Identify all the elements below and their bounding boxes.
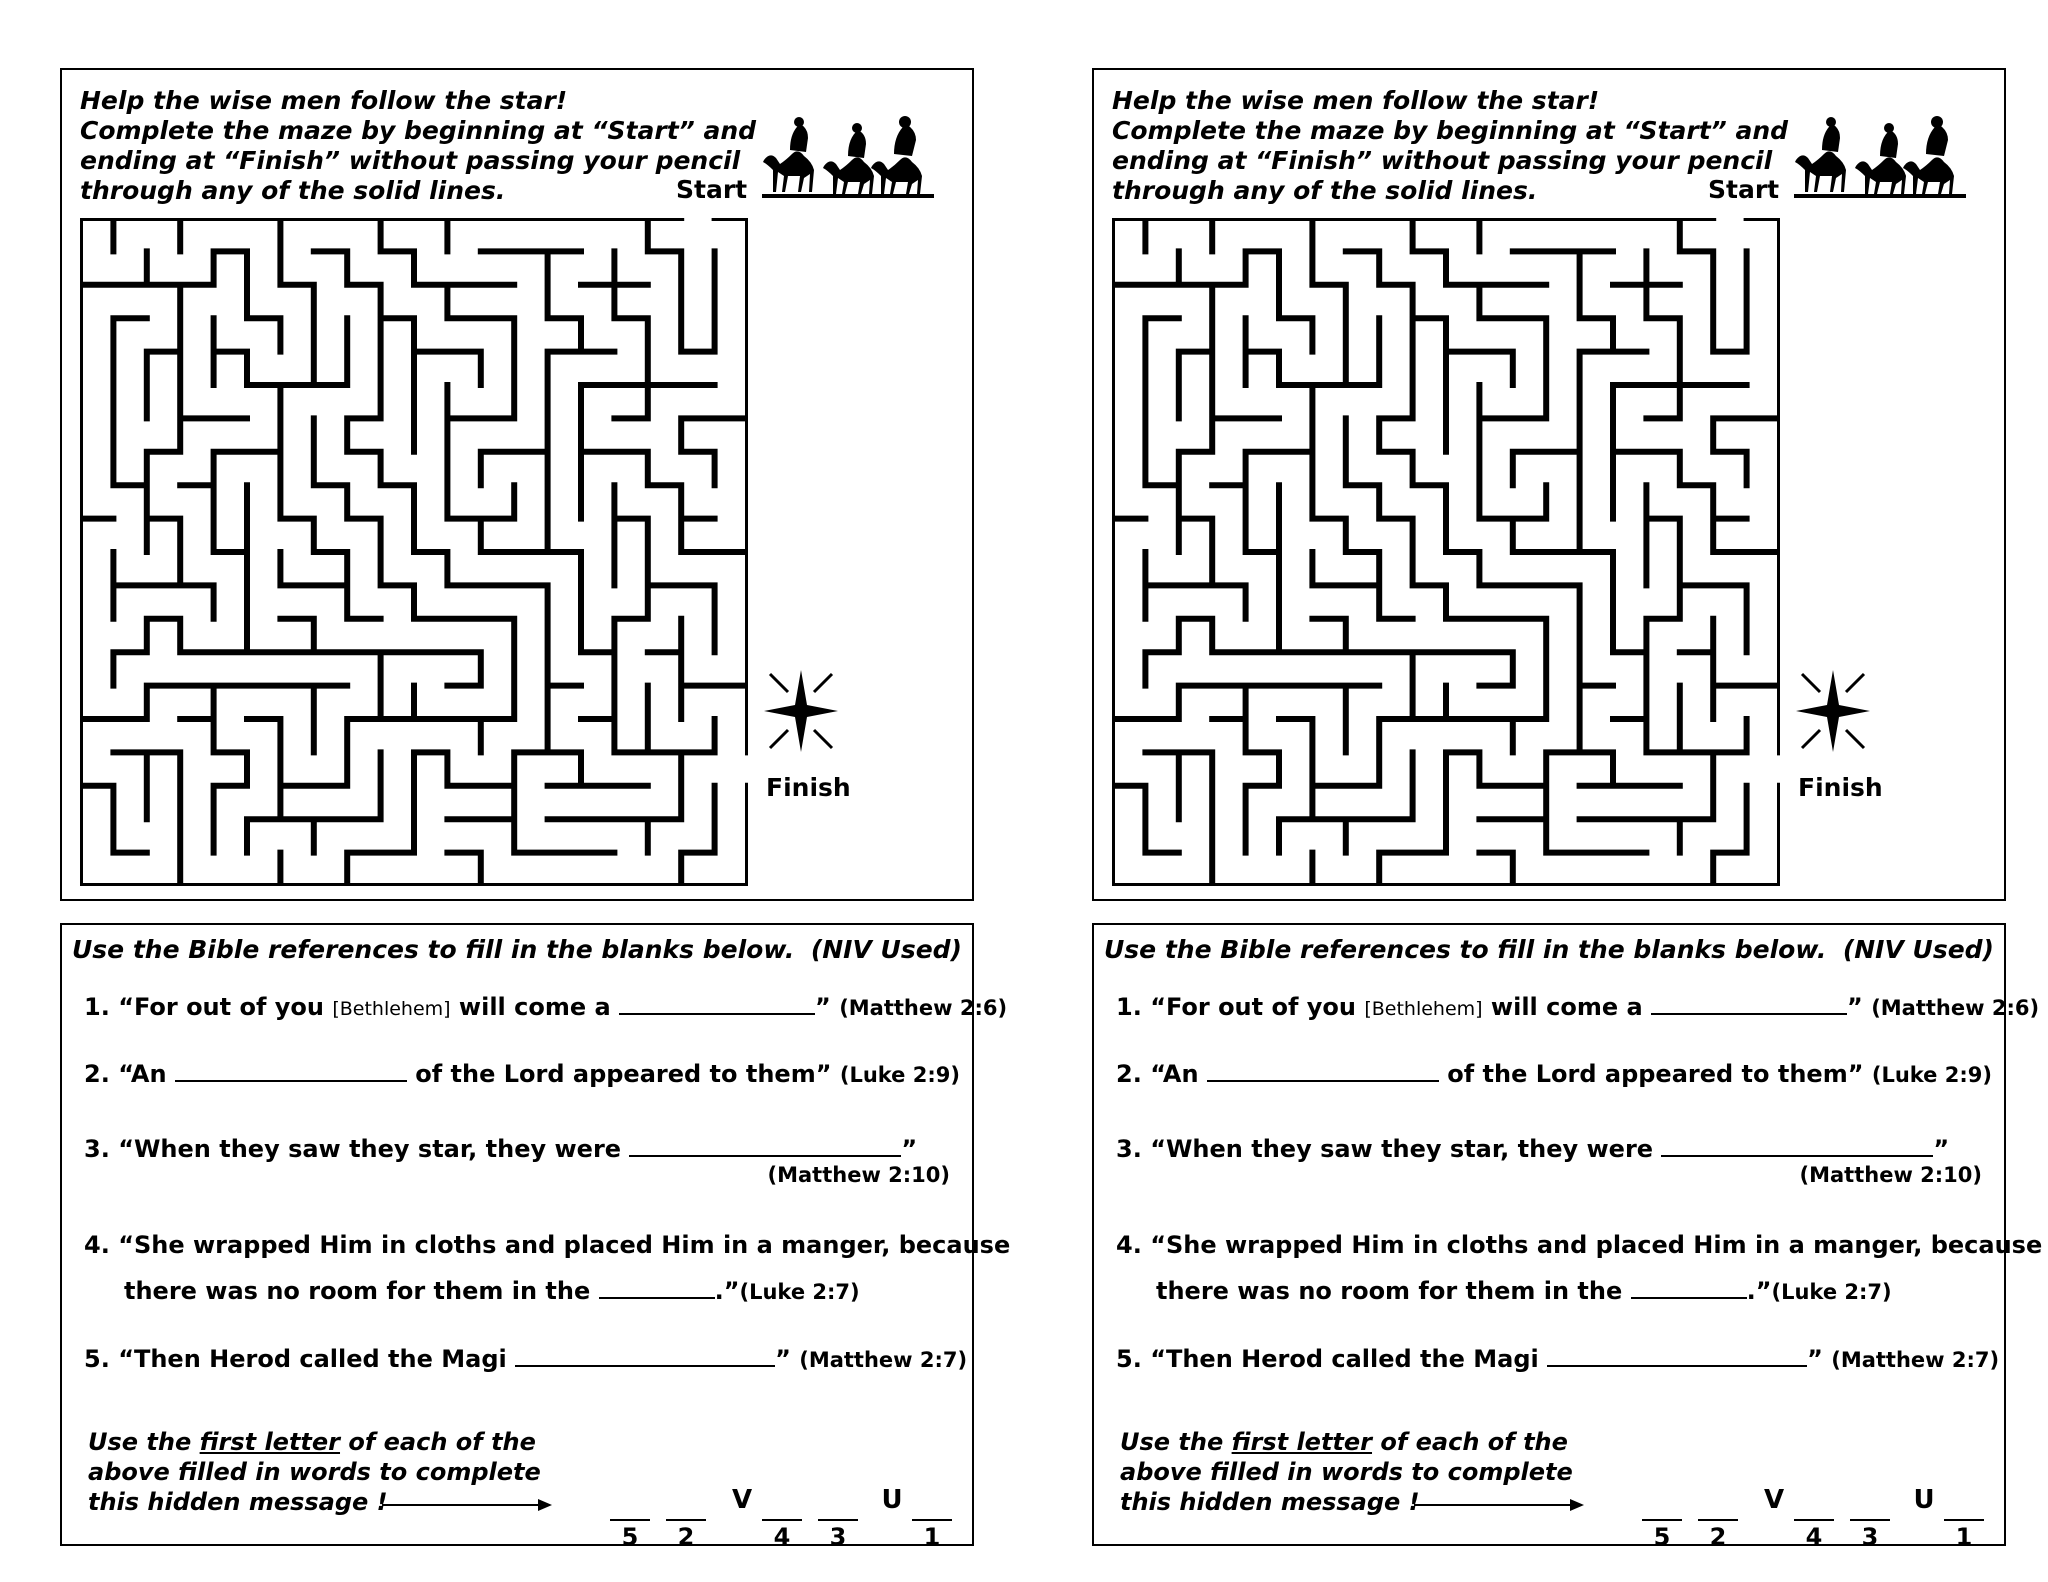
- close-quote: ”: [1933, 1135, 1950, 1163]
- question-3: [1116, 1135, 1949, 1163]
- message-number: 2: [1709, 1523, 1727, 1551]
- message-number: 1: [923, 1523, 941, 1551]
- blank-line: [610, 1519, 650, 1521]
- question-text: “Then Herod called the Magi: [1150, 1345, 1548, 1373]
- question-text: there was no room for them in the: [124, 1277, 599, 1305]
- instruction-line: Help the wise men follow the star!: [80, 86, 568, 115]
- instruction-line: Complete the maze by beginning at “Start” and: [1112, 116, 1789, 145]
- close-quote: ”: [815, 993, 831, 1021]
- question-number: 2.: [1116, 1060, 1142, 1088]
- instruction-line: Complete the maze by beginning at “Start” and: [80, 116, 757, 145]
- message-number: 3: [829, 1523, 847, 1551]
- version-note: (NIV Used): [1842, 935, 1994, 964]
- hint-text: Use the: [88, 1428, 200, 1456]
- message-char: V: [731, 1485, 753, 1515]
- bible-reference: (Matthew 2:7): [1831, 1348, 2000, 1372]
- bible-reference: (Matthew 2:6): [839, 996, 1008, 1020]
- answer-blank[interactable]: [599, 1277, 715, 1299]
- blank-line: [666, 1519, 706, 1521]
- question-text: there was no room for them in the: [1156, 1277, 1631, 1305]
- question-4: [1116, 1231, 2042, 1259]
- question-number: 2.: [84, 1060, 110, 1088]
- question-text: “When they saw they star, they were: [1150, 1135, 1662, 1163]
- question-5: [84, 1345, 967, 1373]
- question-text: “An: [1150, 1060, 1207, 1088]
- close-quote: ”: [1847, 993, 1863, 1021]
- maze-panel-right: [1092, 68, 2006, 901]
- question-text: of the Lord appeared to them”: [406, 1060, 832, 1088]
- maze-instructions: [1112, 86, 1788, 206]
- bible-reference: (Luke 2:7): [739, 1280, 860, 1304]
- wise-men-camels-icon: [762, 110, 934, 200]
- question-text: “For out of you: [118, 993, 333, 1021]
- hint-underlined: first letter: [1231, 1428, 1373, 1456]
- hint-underlined: first letter: [199, 1428, 341, 1456]
- bible-reference: (Matthew 2:7): [799, 1348, 968, 1372]
- maze-grid[interactable]: [80, 218, 748, 886]
- wise-men-camels-icon: [1794, 110, 1966, 200]
- bible-reference: (Matthew 2:10): [767, 1163, 950, 1187]
- close-quote: ”: [775, 1345, 791, 1373]
- question-number: 3.: [84, 1135, 110, 1163]
- question-5: [1116, 1345, 1999, 1373]
- message-number: 4: [1805, 1523, 1823, 1551]
- message-number: 2: [677, 1523, 695, 1551]
- star-icon: [762, 668, 840, 754]
- question-number: 5.: [1116, 1345, 1142, 1373]
- answer-blank[interactable]: [1631, 1277, 1747, 1299]
- question-1: [84, 993, 1007, 1021]
- heading-text: Use the Bible references to fill in the blanks below.: [1104, 935, 1827, 964]
- maze-walls: [80, 218, 748, 886]
- hint-text: above filled in words to complete: [88, 1458, 541, 1486]
- question-text: will come a: [450, 993, 620, 1021]
- question-number: 3.: [1116, 1135, 1142, 1163]
- question-text: “When they saw they star, they were: [118, 1135, 630, 1163]
- blank-line: [818, 1519, 858, 1521]
- question-4-line-2: [1156, 1277, 1892, 1305]
- question-1: [1116, 993, 2039, 1021]
- instruction-line: through any of the solid lines.: [1112, 176, 1538, 205]
- arrow-right-icon: [382, 1498, 552, 1512]
- answer-blank[interactable]: [1207, 1060, 1439, 1082]
- questions-heading: [72, 935, 962, 964]
- start-label: Start: [1708, 175, 1780, 204]
- answer-blank[interactable]: [619, 993, 815, 1015]
- heading-text: Use the Bible references to fill in the blanks below.: [72, 935, 795, 964]
- question-text: “Then Herod called the Magi: [118, 1345, 516, 1373]
- answer-blank[interactable]: [1651, 993, 1847, 1015]
- close-quote: .”: [1746, 1277, 1772, 1305]
- hint-text: this hidden message !: [88, 1488, 388, 1516]
- question-number: 5.: [84, 1345, 110, 1373]
- message-char: U: [881, 1485, 903, 1515]
- instruction-line: ending at “Finish” without passing your pencil: [80, 146, 741, 175]
- maze-walls: [1112, 218, 1780, 886]
- blank-line: [1642, 1519, 1682, 1521]
- bible-reference: (Luke 2:9): [839, 1063, 960, 1087]
- maze-grid[interactable]: [1112, 218, 1780, 886]
- question-4: [84, 1231, 1010, 1259]
- message-char: U: [1913, 1485, 1935, 1515]
- instruction-line: Help the wise men follow the star!: [1112, 86, 1600, 115]
- questions-panel-right: [1092, 923, 2043, 1551]
- blank-line: [1698, 1519, 1738, 1521]
- question-text: will come a: [1482, 993, 1652, 1021]
- finish-label: Finish: [766, 773, 851, 802]
- message-number: 5: [621, 1523, 639, 1551]
- close-quote: ”: [901, 1135, 918, 1163]
- hint-text: this hidden message !: [1120, 1488, 1420, 1516]
- star-icon: [1794, 668, 1872, 754]
- answer-blank[interactable]: [629, 1135, 901, 1157]
- question-3: [84, 1135, 917, 1163]
- question-text: “She wrapped Him in cloths and placed Him in a manger, because: [118, 1231, 1011, 1259]
- question-number: 1.: [84, 993, 110, 1021]
- answer-blank[interactable]: [1661, 1135, 1933, 1157]
- question-number: 4.: [1116, 1231, 1142, 1259]
- message-number: 5: [1653, 1523, 1671, 1551]
- hint-text: Use the: [1120, 1428, 1232, 1456]
- blank-line: [912, 1519, 952, 1521]
- question-2: [84, 1060, 960, 1088]
- bracket-text: [Bethlehem]: [1364, 998, 1483, 1020]
- bible-reference: (Luke 2:9): [1871, 1063, 1992, 1087]
- maze-panel-left: [60, 68, 974, 901]
- message-number: 1: [1955, 1523, 1973, 1551]
- question-text: “She wrapped Him in cloths and placed Him in a manger, because: [1150, 1231, 2043, 1259]
- message-char: V: [1763, 1485, 1785, 1515]
- bible-reference: (Matthew 2:6): [1871, 996, 2040, 1020]
- question-text: “For out of you: [1150, 993, 1365, 1021]
- blank-line: [1944, 1519, 1984, 1521]
- message-number: 4: [773, 1523, 791, 1551]
- answer-blank[interactable]: [175, 1060, 407, 1082]
- blank-line: [1794, 1519, 1834, 1521]
- question-2: [1116, 1060, 1992, 1088]
- answer-blank[interactable]: [515, 1345, 775, 1367]
- question-number: 4.: [84, 1231, 110, 1259]
- question-number: 1.: [1116, 993, 1142, 1021]
- version-note: (NIV Used): [810, 935, 962, 964]
- hint-text: of each of the: [340, 1428, 536, 1456]
- maze-instructions: [80, 86, 756, 206]
- questions-heading: [1104, 935, 1994, 964]
- hint-text: of each of the: [1372, 1428, 1568, 1456]
- close-quote: ”: [1807, 1345, 1823, 1373]
- questions-panel-left: [60, 923, 1011, 1551]
- question-text: of the Lord appeared to them”: [1438, 1060, 1864, 1088]
- finish-label: Finish: [1798, 773, 1883, 802]
- arrow-right-icon: [1414, 1498, 1584, 1512]
- close-quote: .”: [714, 1277, 740, 1305]
- blank-line: [762, 1519, 802, 1521]
- question-4-line-2: [124, 1277, 860, 1305]
- message-number: 3: [1861, 1523, 1879, 1551]
- question-text: “An: [118, 1060, 175, 1088]
- answer-blank[interactable]: [1547, 1345, 1807, 1367]
- instruction-line: ending at “Finish” without passing your pencil: [1112, 146, 1773, 175]
- instruction-line: through any of the solid lines.: [80, 176, 506, 205]
- bible-reference: (Luke 2:7): [1771, 1280, 1892, 1304]
- start-label: Start: [676, 175, 748, 204]
- bracket-text: [Bethlehem]: [332, 998, 451, 1020]
- blank-line: [1850, 1519, 1890, 1521]
- hint-text: above filled in words to complete: [1120, 1458, 1573, 1486]
- bible-reference: (Matthew 2:10): [1799, 1163, 1982, 1187]
